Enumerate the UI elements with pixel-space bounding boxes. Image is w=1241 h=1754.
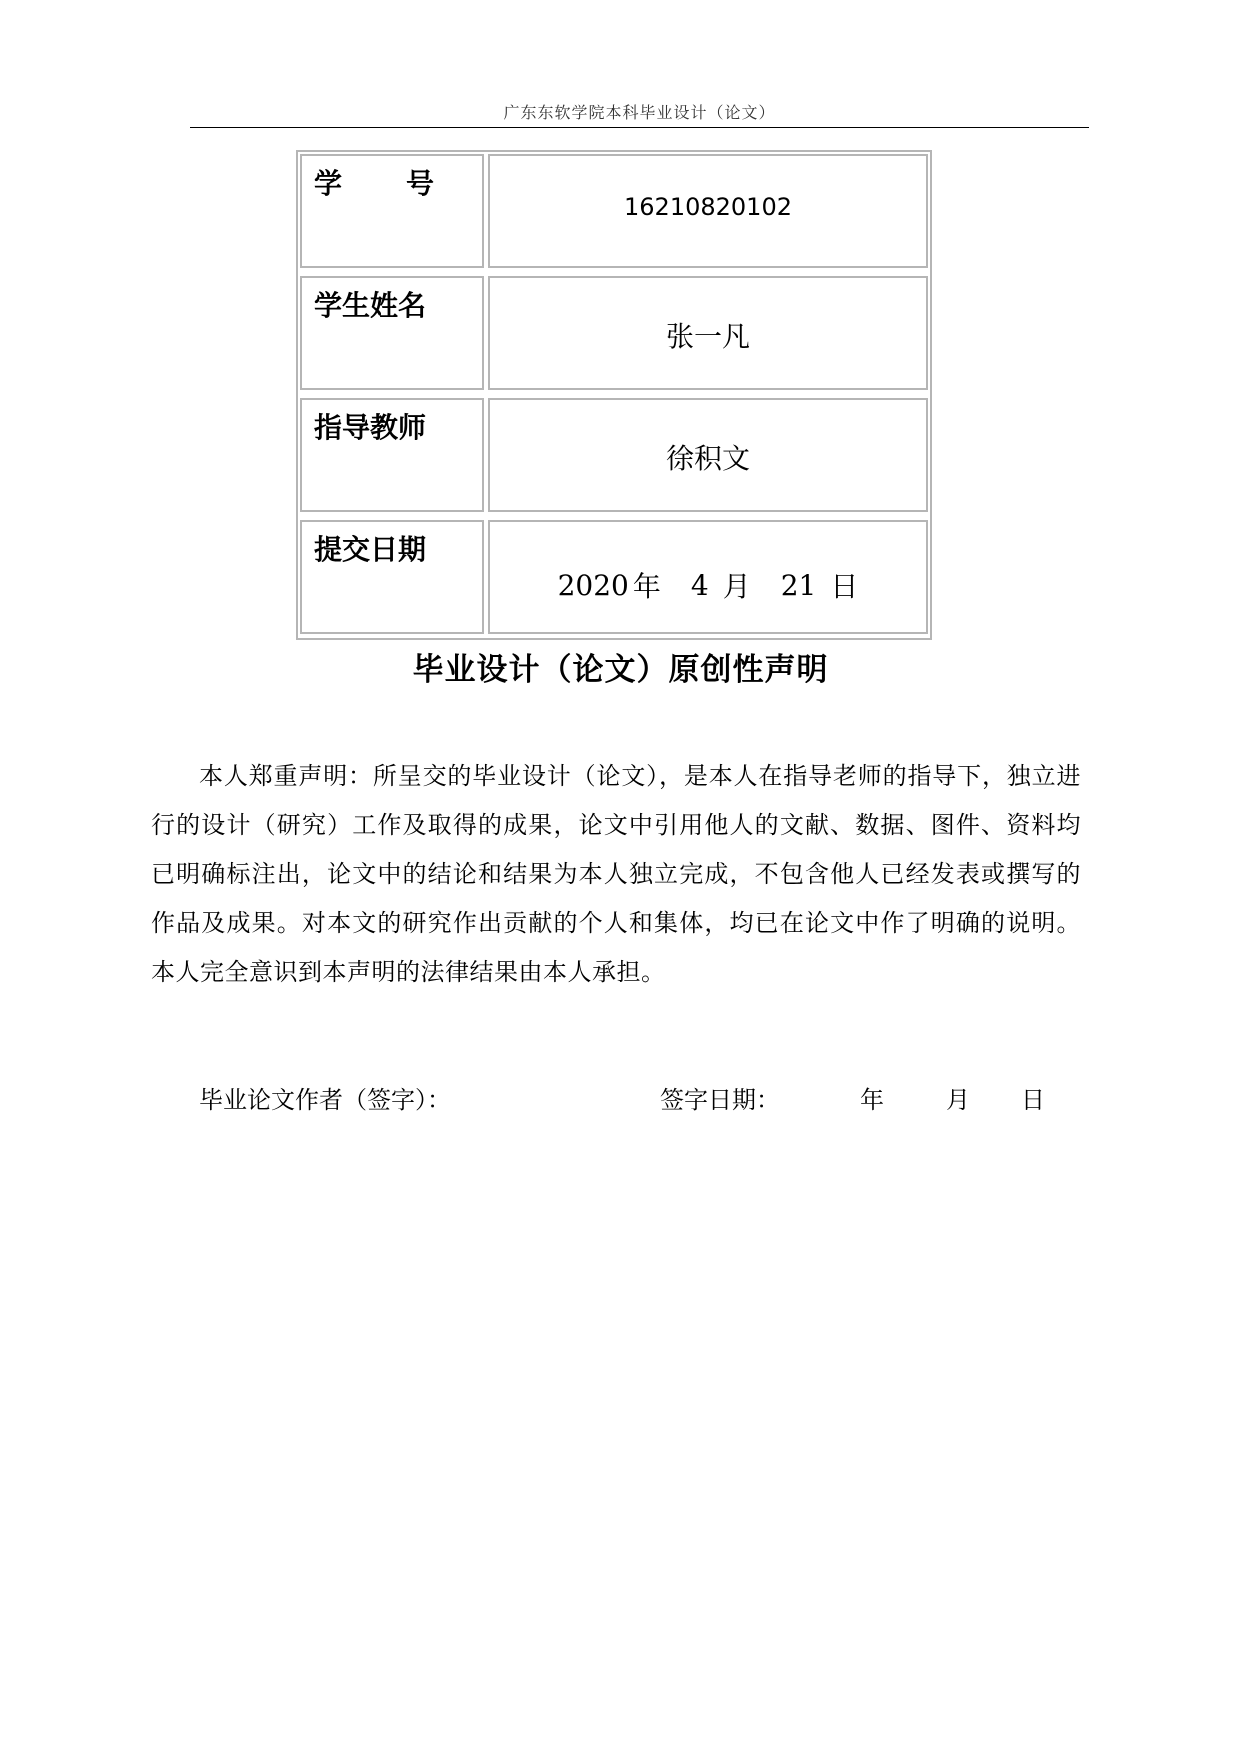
student-id-row — [300, 154, 928, 272]
student-name-value: 张一凡 — [488, 276, 928, 390]
submit-month: 4 — [690, 568, 709, 602]
submit-month-unit: 月 — [722, 570, 751, 603]
signature-date-label: 签字日期： — [660, 1086, 780, 1114]
advisor-value: 徐积文 — [488, 398, 928, 512]
student-id-label-char2: 号 — [405, 167, 434, 200]
submit-year-unit: 年 — [632, 570, 661, 603]
signature-year-unit: 年 — [860, 1086, 884, 1114]
submit-year: 2020 — [557, 568, 629, 602]
student-name-row — [300, 276, 928, 394]
student-id-label-char1: 学 — [314, 167, 343, 200]
submit-date-row — [300, 520, 928, 638]
signature-month-unit: 月 — [946, 1086, 970, 1114]
advisor-label: 指导教师 — [300, 398, 484, 512]
submit-day: 21 — [780, 568, 817, 602]
submit-day-unit: 日 — [830, 570, 859, 603]
student-name-label: 学生姓名 — [300, 276, 484, 390]
author-signature-label: 毕业论文作者（签字）： — [199, 1086, 451, 1114]
page-header: 广东东软学院本科毕业设计（论文） — [503, 103, 776, 122]
submit-date-value — [488, 520, 928, 634]
student-id-label — [300, 154, 484, 268]
submit-date-label: 提交日期 — [300, 520, 484, 634]
advisor-row — [300, 398, 928, 516]
declaration-body: 本人郑重声明：所呈交的毕业设计（论文），是本人在指导老师的指导下，独立进行的设计（研究）工作及取得的成果，论文中引用他人的文献、数据、图件、资料均已明确标注出，论文中的结论和结果为本人独立完成，不包含他人已经发表或撰写的作品及成果。对本文的研究作出贡献的个人和集体，均已在论文中作了明确的说明。本人完全意识到本声明的法律结果由本人承担。 — [151, 762, 1081, 986]
header-divider — [190, 127, 1089, 128]
signature-row — [0, 1080, 1241, 1120]
signature-day-unit: 日 — [1021, 1086, 1045, 1114]
student-info-table — [296, 150, 932, 640]
declaration-title: 毕业设计（论文）原创性声明 — [412, 652, 829, 688]
student-id-value: 16210820102 — [488, 154, 928, 268]
